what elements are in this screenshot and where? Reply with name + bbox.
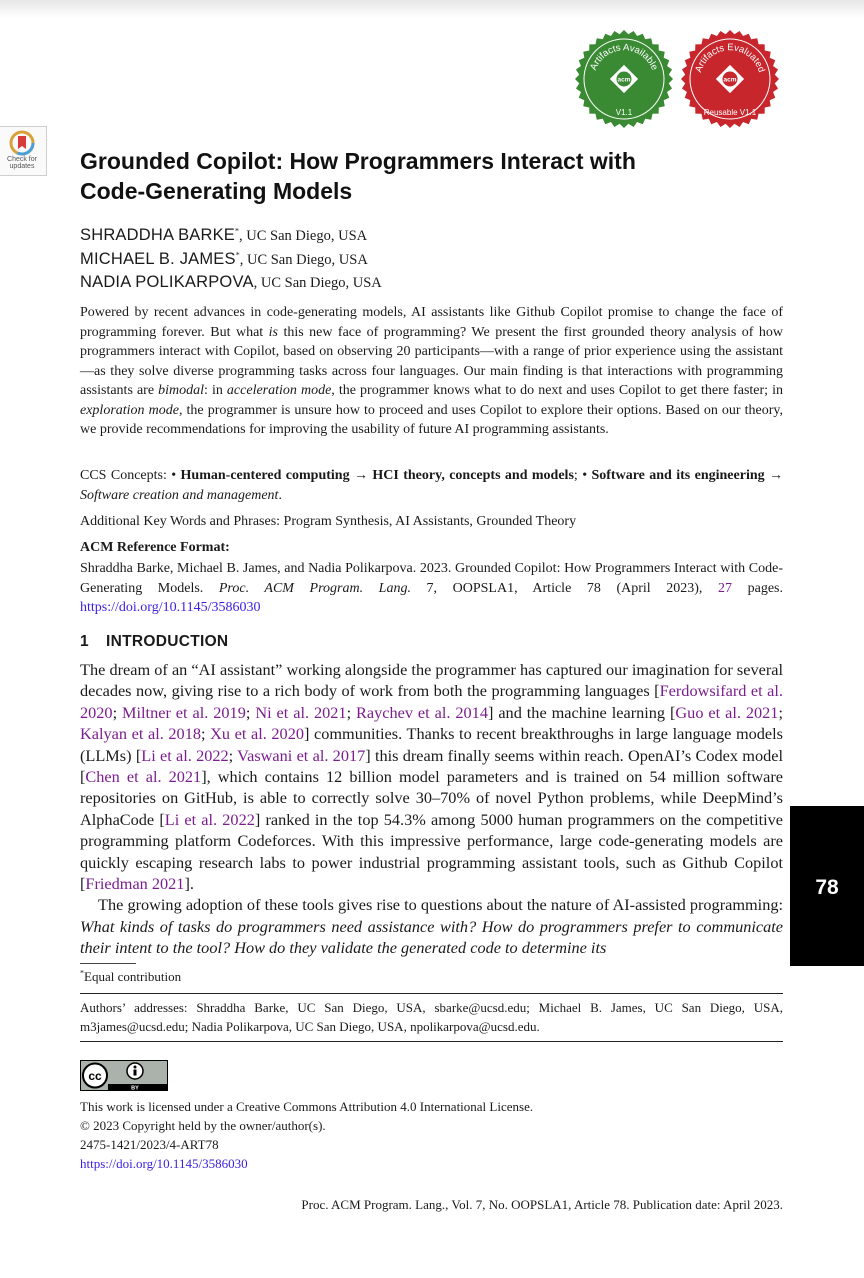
badge-arc-text: Artifacts Available (588, 42, 660, 73)
citation-link[interactable]: Miltner et al. 2019 (122, 702, 246, 722)
license-block (80, 1097, 533, 1173)
article-number-tab (790, 806, 864, 966)
author-name: SHRADDHA BARKE (80, 226, 236, 244)
italic-text: What kinds of tasks do programmers need assistance with? How do programmers prefer to communicate their intent to the tool? How do they validate the generated code to determine its (80, 916, 783, 958)
ref-text: 7, OOPSLA1, Article 78 (April 2023), (410, 580, 719, 596)
body-text: The growing adoption of these tools gives rise to questions about the nature of AI-assisted programming: (98, 895, 783, 915)
section-number: 1 (80, 633, 89, 650)
top-shadow-bar (0, 0, 864, 18)
ref-text: Shraddha Barke, Michael B. James, and Nadia Polikarpova. 2023. Grounded Copilot: How Programmers Interact with Code-Generating Models. (80, 561, 783, 596)
citation-link[interactable]: Li et al. 2022 (164, 809, 255, 829)
intro-body (80, 659, 783, 959)
abstract-emphasis: exploration mode (80, 402, 179, 418)
address-rule-top (80, 993, 783, 994)
svg-text:cc: cc (88, 1069, 102, 1083)
body-text: ; (200, 724, 211, 744)
citation-link[interactable]: Kalyan et al. 2018 (80, 724, 201, 744)
ccs-arrow: → (764, 468, 784, 483)
bookmark-icon (9, 130, 35, 156)
ccs-label: CCS Concepts: • (80, 468, 181, 483)
badge-bottom-text: V1.1 (615, 108, 633, 117)
body-text: ; (112, 702, 123, 722)
body-text: ], which contains 12 billion model parameters and is trained on 54 million software repositories on GitHub, is able to correctly solve 30–70% of novel Python problems, while DeepMind’s AlphaCode [ (80, 767, 783, 829)
abstract-emphasis: is (268, 324, 278, 340)
author-affiliation: , UC San Diego, USA (239, 228, 368, 244)
title-line2: Code-Generating Models (80, 178, 353, 204)
cc-by-label: BY (131, 1085, 139, 1091)
body-text: ; (346, 702, 357, 722)
paper-title (80, 146, 780, 206)
keywords: Additional Key Words and Phrases: Program Synthesis, AI Assistants, Grounded Theory (80, 514, 577, 529)
citation-link[interactable]: Guo et al. 2021 (675, 702, 779, 722)
citation-link[interactable]: Chen et al. 2021 (85, 767, 202, 787)
citation-link[interactable]: Raychev et al. 2014 (356, 702, 488, 722)
author-1 (80, 224, 382, 248)
cfu-line2: updates (9, 163, 35, 170)
intro-paragraph-1 (80, 659, 783, 894)
ccs-concept: Software creation and management (80, 487, 279, 503)
body-text: ; (778, 702, 783, 722)
copyright: © 2023 Copyright held by the owner/author(s). (80, 1118, 326, 1133)
body-text: ] communities. Thanks to recent breakthroughs in large language models (LLMs) [ (80, 724, 783, 765)
author-affiliation: , UC San Diego, USA (239, 251, 368, 268)
author-2 (80, 248, 382, 272)
reference-format-heading: ACM Reference Format: (80, 540, 230, 555)
footnote-text: Equal contribution (84, 969, 182, 984)
cc-by-license-icon[interactable] (80, 1060, 168, 1091)
section-heading (80, 633, 228, 651)
citation-link[interactable]: Ni et al. 2021 (255, 702, 347, 722)
ref-text: pages. (732, 580, 783, 596)
artifacts-available-badge (574, 29, 674, 129)
citation-link[interactable]: Vaswani et al. 2017 (237, 745, 366, 765)
author-name: NADIA POLIKARPOVA (80, 273, 254, 291)
body-text: ]. (184, 874, 194, 894)
intro-paragraph-2 (80, 894, 783, 958)
author-affiliation: , UC San Diego, USA (253, 275, 382, 291)
author-addresses: Authors’ addresses: Shraddha Barke, UC San Diego, USA, sbarke@ucsd.edu; Michael B. James, UC San Diego, USA, m3james@ucsd.edu; Nadia Polikarpova, UC San Diego, USA, npolikarpova@ucsd.edu. (80, 1000, 783, 1034)
article-number: 78 (815, 876, 839, 899)
title-line1: Grounded Copilot: How Programmers Interact with (80, 148, 636, 174)
ref-pages-link[interactable]: 27 (718, 580, 733, 596)
license-doi-link[interactable]: https://doi.org/10.1145/3586030 (80, 1156, 248, 1171)
check-for-updates-label (0, 156, 44, 170)
abstract-emphasis: acceleration mode (226, 383, 332, 398)
author-list (80, 224, 382, 295)
body-text: ] and the machine learning [ (487, 702, 676, 722)
abstract-text: Powered by recent advances in code-generating models, AI assistants like Github Copilot promise to change the face of programming forever. But what (80, 305, 783, 340)
abstract-text: this new face of programming? We present the first grounded theory analysis of how programmers interact with Copilot, based on observing 20 participants—with a range of prior experience using the assistant—as they solve diverse programming tasks across four languages. Our main finding is that interactions with programming assistants are (80, 324, 784, 398)
body-text: ; (245, 702, 256, 722)
page-footer: Proc. ACM Program. Lang., Vol. 7, No. OOPSLA1, Article 78. Publication date: April 2023. (301, 1197, 783, 1212)
cfu-line1: Check for (7, 156, 37, 163)
ref-venue: Proc. ACM Program. Lang. (218, 580, 411, 596)
citation-link[interactable]: Ferdowsifard et al. 2020 (80, 681, 783, 722)
ccs-concept: HCI theory, concepts and models (372, 468, 574, 483)
check-for-updates-button[interactable] (0, 126, 47, 176)
license-statement: This work is licensed under a Creative Commons Attribution 4.0 International License. (80, 1099, 534, 1114)
ccs-concepts (80, 466, 783, 505)
ccs-concept: Human-centered computing (180, 468, 350, 483)
author-name: MICHAEL B. JAMES (80, 249, 236, 268)
section-title: INTRODUCTION (106, 633, 229, 650)
citation-link[interactable]: Li et al. 2022 (141, 745, 229, 765)
acm-logo-text: acm (723, 76, 737, 84)
author-3 (80, 271, 382, 295)
equal-contrib-mark: * (235, 226, 240, 236)
body-text: ] ranked in the top 54.3% among 5000 human programmers on the competitive programming platform Codeforces. With this impressive performance, large code-generating models are quickly escaping research labs to power industrial programming assistant tools, such as Github Copilot [ (80, 809, 784, 894)
address-rule-bottom (80, 1041, 783, 1042)
citation-link[interactable]: Friedman 2021 (85, 874, 185, 894)
body-text: ; (228, 745, 238, 765)
ccs-concept: Software and its engineering (591, 468, 765, 483)
ref-doi-link[interactable]: https://doi.org/10.1145/3586030 (80, 600, 261, 615)
abstract-emphasis: bimodal (158, 383, 204, 398)
badge-arc-text: Artifacts Evaluated (693, 42, 767, 74)
badge-bottom-text: Reusable V1.1 (703, 108, 757, 117)
reference-format (80, 559, 783, 618)
footnote (80, 969, 181, 985)
body-text: ] this dream finally seems within reach. OpenAI’s Codex model [ (80, 745, 783, 787)
abstract-text: : in (204, 383, 227, 398)
body-text: The dream of an “AI assistant” working alongside the programmer has captured our imagination for several decades now, giving rise to a rich body of work from both the programming languages [ (80, 660, 783, 701)
equal-contrib-mark: * (235, 249, 240, 259)
abstract (80, 303, 783, 440)
acm-logo-text: acm (617, 76, 631, 84)
issn-article: 2475-1421/2023/4-ART78 (80, 1137, 219, 1152)
ccs-separator: ; • (573, 468, 592, 483)
ccs-arrow: → (349, 468, 373, 483)
abstract-text: , the programmer is unsure how to proceed and uses Copilot to explore their options. Based on our theory, we provide recommendations for improving the usability of future AI programming assistants. (80, 402, 783, 437)
footnote-rule (80, 963, 136, 964)
artifacts-evaluated-badge (680, 29, 780, 129)
footnote-mark: * (80, 968, 84, 978)
abstract-text: , the programmer knows what to do next and uses Copilot to get there faster; in (331, 383, 784, 398)
ccs-end: . (278, 487, 282, 503)
citation-link[interactable]: Xu et al. 2020 (210, 724, 304, 744)
